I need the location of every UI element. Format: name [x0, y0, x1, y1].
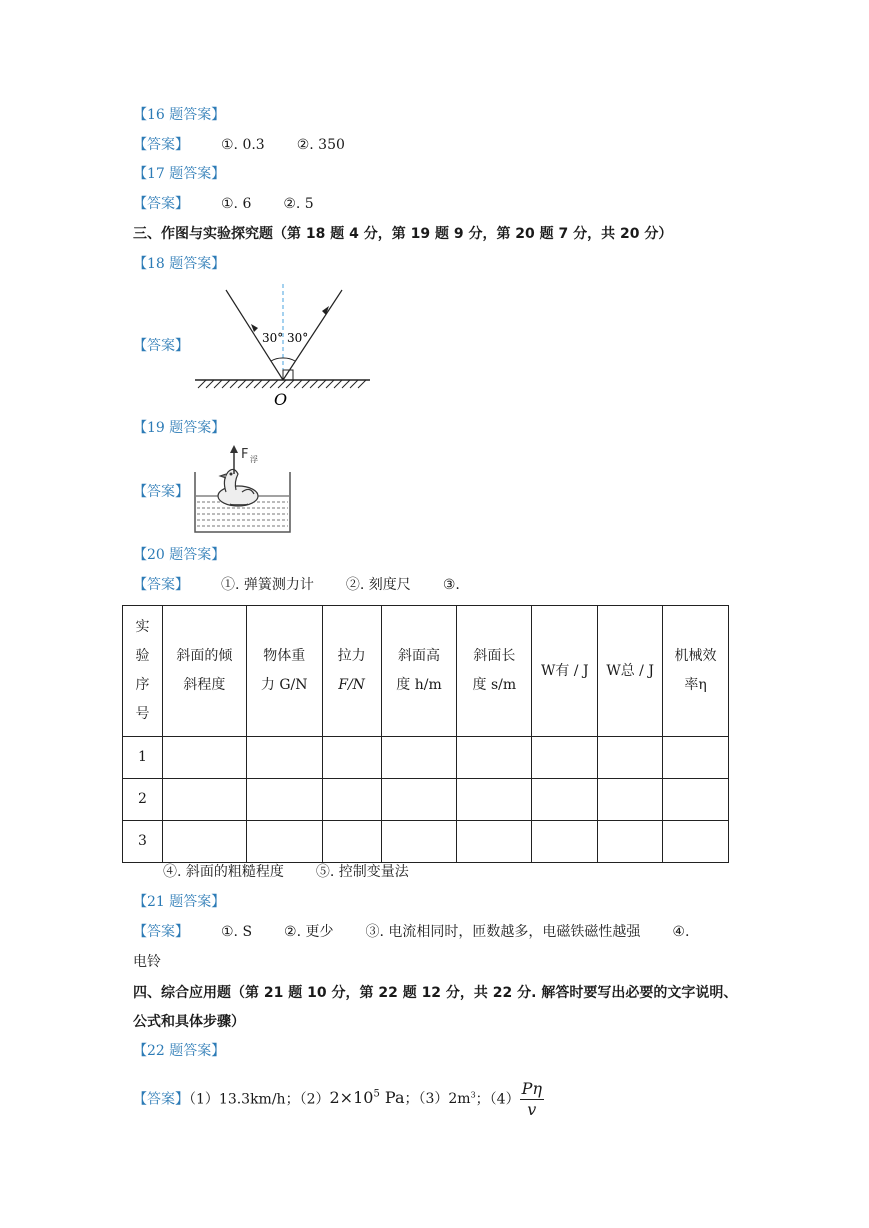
q16-answer — [133, 135, 345, 155]
answer-3: ③. — [442, 577, 460, 593]
duck-icon — [218, 469, 258, 506]
answer-pressure: $2\times 10^5$ Pa — [329, 1088, 405, 1108]
header-cell-length: 斜面长 度 s/m — [457, 606, 532, 737]
q21-answer-cont: 电铃 — [133, 954, 161, 970]
q20-answer — [133, 575, 460, 595]
answer-tag: 【答案】 — [133, 137, 189, 153]
answer-5: ⑤. 控制变量法 — [315, 864, 409, 880]
row-index: 2 — [123, 779, 163, 821]
answer-3: ③. 电流相同时，匝数越多，电磁铁磁性越强 — [365, 924, 641, 940]
force-subscript: 浮 — [250, 455, 258, 464]
answer-tag: 【答案】 — [133, 577, 189, 593]
q21-header: 【21 题答案】 — [133, 894, 226, 910]
floating-duck-diagram — [190, 444, 295, 536]
q19-answer-tag: 【答案】 — [133, 484, 189, 500]
answer-tag: 【答案】 — [133, 1091, 189, 1108]
answer-tag: 【答案】 — [133, 924, 189, 940]
experiment-table — [122, 605, 729, 863]
header-cell-useful-work: W有 / J — [532, 606, 598, 737]
answer-part-1: （1）13.3km/h；（2） — [189, 1091, 330, 1108]
table-row — [123, 821, 729, 863]
header-cell-pull: 拉力 F/N — [322, 606, 381, 737]
answer-fraction — [520, 1079, 544, 1120]
reflection-diagram — [190, 282, 380, 412]
answer-4: ④. 斜面的粗糙程度 — [163, 864, 284, 880]
header-cell-incline: 斜面的倾 斜程度 — [162, 606, 246, 737]
answer-1: ①. 弹簧测力计 — [221, 577, 314, 593]
section-4-title-line-2: 公式和具体步骤） — [133, 1014, 245, 1030]
q20-header: 【20 题答案】 — [133, 547, 226, 563]
section-3-title: 三、作图与实验探究题（第 18 题 4 分，第 19 题 9 分，第 20 题 7 分，共 20 分） — [133, 226, 673, 242]
q22-header: 【22 题答案】 — [133, 1043, 226, 1059]
force-label: F — [241, 447, 249, 462]
header-cell-efficiency: 机械效 率η — [663, 606, 729, 737]
q19-header: 【19 题答案】 — [133, 420, 226, 436]
q16-header: 【16 题答案】 — [133, 107, 226, 123]
q22-answer — [133, 1074, 544, 1122]
table-header-row — [123, 606, 729, 737]
answer-4: ④. — [672, 924, 690, 940]
answer-2: ②. 刻度尺 — [345, 577, 411, 593]
answer-1: ①. S — [221, 924, 253, 940]
q17-answer — [133, 194, 314, 214]
header-cell-height: 斜面高 度 h/m — [381, 606, 457, 737]
answer-2: ②. 350 — [296, 137, 345, 153]
header-cell-index: 实 验 序 号 — [123, 606, 163, 737]
answer-part-4: ；（4） — [475, 1091, 520, 1108]
fraction-numerator: Pη — [521, 1078, 542, 1098]
header-cell-weight: 物体重 力 G/N — [246, 606, 322, 737]
q18-header: 【18 题答案】 — [133, 256, 226, 272]
q21-answer — [133, 922, 689, 942]
table-row — [123, 779, 729, 821]
q20-answer-cont — [163, 862, 409, 882]
answer-tag: 【答案】 — [133, 196, 189, 212]
section-4-title-line-1: 四、综合应用题（第 21 题 10 分，第 22 题 12 分，共 22 分. 解答时要写出必要的文字说明、 — [133, 985, 738, 1001]
table-row — [123, 737, 729, 779]
angle-right-label: 30° — [287, 331, 309, 345]
row-index: 1 — [123, 737, 163, 779]
answer-1: ①. 6 — [221, 196, 252, 212]
angle-left-label: 30° — [262, 331, 284, 345]
answer-1: ①. 0.3 — [221, 137, 265, 153]
header-cell-total-work: W总 / J — [598, 606, 663, 737]
point-o-label: O — [274, 390, 288, 409]
answer-2: ②. 更少 — [284, 924, 334, 940]
q17-header: 【17 题答案】 — [133, 166, 226, 182]
q18-answer-tag: 【答案】 — [133, 338, 189, 354]
row-index: 3 — [123, 821, 163, 863]
answer-part-3: ；$(3)2m^3$ — [404, 1090, 476, 1108]
answer-2: ②. 5 — [283, 196, 314, 212]
fraction-denominator: v — [527, 1099, 537, 1119]
